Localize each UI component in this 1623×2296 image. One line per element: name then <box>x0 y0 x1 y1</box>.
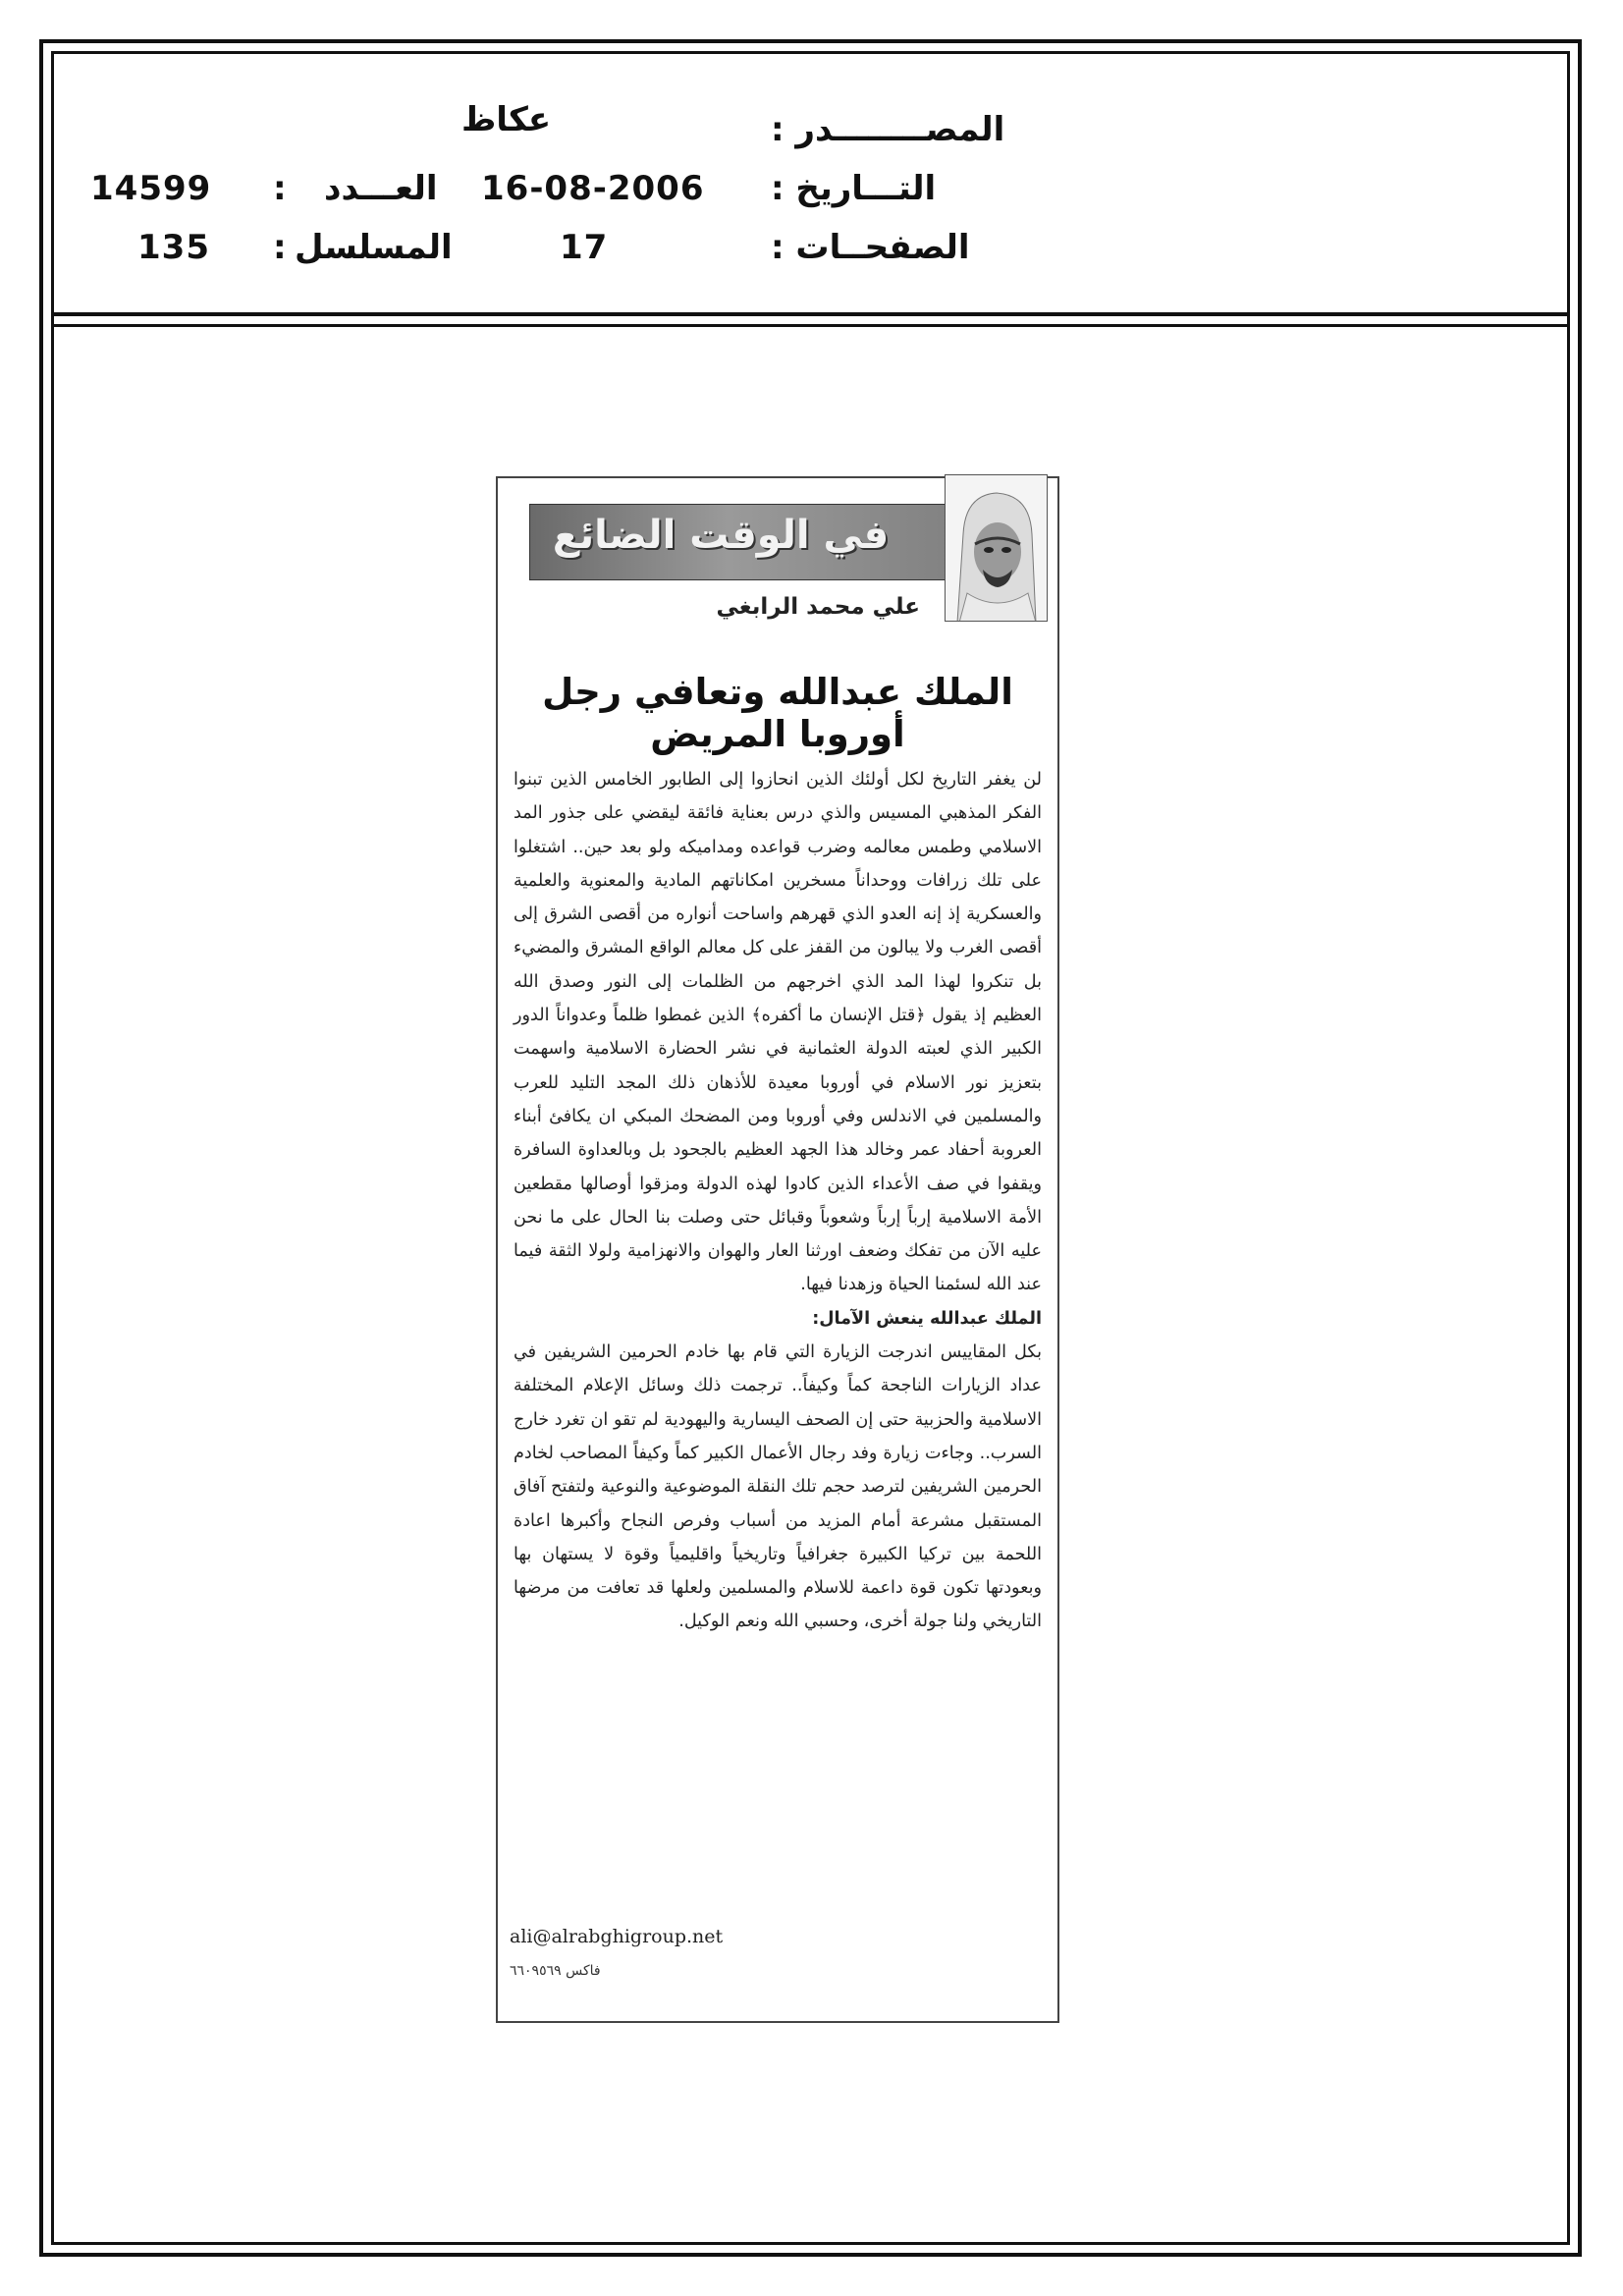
header-divider <box>51 312 1570 316</box>
author-email: ali@alrabghigroup.net <box>510 1926 724 1947</box>
issue-label: العـــدد <box>324 169 438 208</box>
pages-label: الصفحــات : <box>771 228 970 267</box>
article-paragraph: لن يغفر التاريخ لكل أولئك الذين انحازوا إلى الطابور الخامس الذين تبنوا الفكر المذهبي المسيس والذي درس بعناية فائقة ليقضي على جذور المد الاسلامي وطمس معالمه وضرب قواعده ومداميكه ولو بعد حين.. اشتغلوا على تلك زرافات ووحداناً مسخرين امكاناتهم المادية والمعنوية والعلمية والعسكرية إذ إنه العدو الذي قهرهم واساحت أنواره من أقصى الشرق إلى أقصى الغرب ولا يبالون من القفز على كل معالم الواقع المشرق والمضيء بل تنكروا لهذا المد الذي اخرجهم من الظلمات إلى النور وصدق الله العظيم إذ يقول ﴿قتل الإنسان ما أكفره﴾ الذين غمطوا ظلماً وعدواناً الدور الكبير الذي لعبته الدولة العثمانية في نشر الحضارة الاسلامية واسهمت بتعزيز نور الاسلام في أوروبا معيدة للأذهان ذلك المجد التليد للعرب والمسلمين في الاندلس وفي أوروبا ومن المضحك المبكي ان يكافئ أبناء العروبة أحفاد عمر وخالد هذا الجهد العظيم بالجحود بل وبالعداوة السافرة ويقفوا في صف الأعداء الذين كادوا لهذه الدولة ومزقوا أوصالها مقطعين الأمة الاسلامية إرباً إرباً وشعوباً وقبائل حتى وصلت بنا الحال على ما نحن عليه الآن من تفكك وضعف اورثنا العار والهوان والانهزامية ولولا الثقة فيما عند الله لسئمنا الحياة وزهدنا فيها. <box>514 770 1042 1295</box>
article-headline: الملك عبدالله وتعافي رجل أوروبا المريض <box>542 671 1013 755</box>
author-name: علي محمد الرابغي <box>716 594 920 620</box>
column-title: في الوقت الضائع <box>552 513 890 558</box>
author-photo <box>945 474 1048 622</box>
article-body <box>514 763 1042 1639</box>
issue-separator: : <box>273 169 287 208</box>
article-subheading: الملك عبدالله ينعش الآمال: <box>812 1308 1042 1329</box>
serial-value: 135 <box>137 228 210 267</box>
serial-separator: : <box>273 228 287 267</box>
source-value: عكاظ <box>461 100 552 139</box>
pages-value: 17 <box>560 228 609 267</box>
author-photo-icon <box>946 475 1048 622</box>
source-label: المصــــــــدر : <box>771 110 1005 149</box>
issue-value: 14599 <box>90 169 212 208</box>
article-paragraph: بكل المقاييس اندرجت الزيارة التي قام بها خادم الحرمين الشريفين في عداد الزيارات الناجحة كماً وكيفاً.. ترجمت ذلك وسائل الإعلام المختلفة الاسلامية والحزبية حتى إن الصحف اليسارية واليهودية لم تقو ان تغرد خارج السرب.. وجاءت زيارة وفد رجال الأعمال الكبير كماً وكيفاً المصاحب لخادم الحرمين الشريفين لترصد حجم تلك النقلة الموضوعية والنوعية ولتفتح آفاق المستقبل مشرعة أمام المزيد من أسباب وفرص النجاح وأكبرها اعادة اللحمة بين تركيا الكبيرة جغرافياً وتاريخياً واقليمياً وقوة لا يستهان بها وبعودتها تكون قوة داعمة للاسلام والمسلمين ولعلها قد تعافت من مرضها التاريخي ولنا جولة أخرى، وحسبي الله ونعم الوكيل. <box>514 1342 1042 1632</box>
newspaper-clipping <box>496 476 1059 2023</box>
fax-number: فاكس ٦٦٠٩٥٦٩ <box>510 1963 601 1979</box>
serial-label: المسلسل <box>295 228 453 267</box>
date-value: 16-08-2006 <box>481 169 705 208</box>
date-label: التـــاريخ : <box>771 169 937 208</box>
header-divider-inner <box>51 324 1570 327</box>
